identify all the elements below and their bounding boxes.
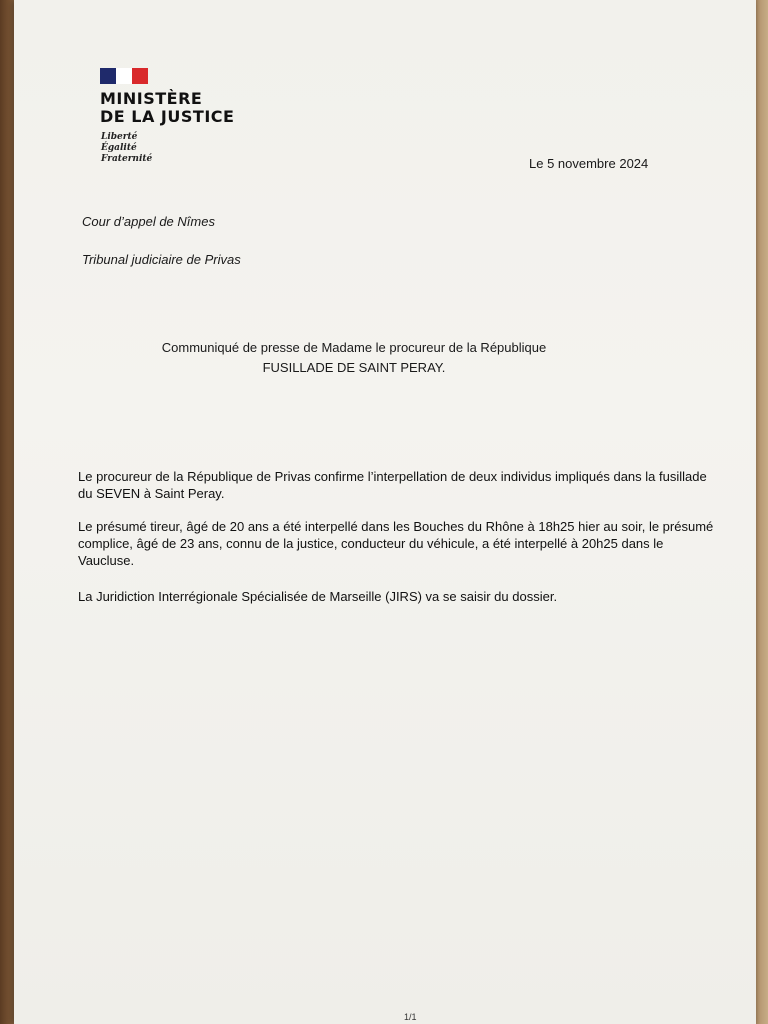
page-number: 1/1	[404, 1012, 417, 1022]
tribunal-name: Tribunal judiciaire de Privas	[82, 252, 241, 267]
marianne-logo	[100, 68, 148, 84]
heading-line1: Communiqué de presse de Madame le procureur de la République	[161, 340, 547, 355]
body-paragraph: La Juridiction Interrégionale Spécialisée de Marseille (JIRS) va se saisir du dossier.	[78, 589, 558, 604]
heading-line2: FUSILLADE DE SAINT PERAY.	[262, 360, 446, 375]
press-release-heading	[74, 338, 634, 378]
ministry-name-line1: MINISTÈRE	[100, 89, 203, 108]
motto-liberte: Liberté	[101, 132, 138, 142]
flag-blue-block	[100, 68, 116, 84]
body-paragraph: Le présumé tireur, âgé de 20 ans a été interpellé dans les Bouches du Rhône à 18h25 hier au soir, le présumé complice, âgé de 23 ans, connu de la justice, conducteur du véhicule, a été interpellé à 20h25 dans le Vaucluse.	[78, 519, 714, 568]
ministry-name	[100, 90, 300, 126]
document-date: Le 5 novembre 2024	[529, 156, 649, 171]
body-paragraph: Le procureur de la République de Privas confirme l’interpellation de deux individus impliqués dans la fusillade du SEVEN à Saint Peray.	[78, 469, 707, 501]
ministry-name-line2: DE LA JUSTICE	[100, 107, 235, 126]
flag-red-block	[132, 68, 148, 84]
court-name: Cour d’appel de Nîmes	[82, 214, 215, 229]
republic-motto	[101, 132, 152, 165]
motto-egalite: Égalité	[101, 143, 137, 153]
motto-fraternite: Fraternité	[101, 154, 153, 164]
flag-white-block	[116, 68, 132, 84]
document-page	[14, 0, 756, 1024]
